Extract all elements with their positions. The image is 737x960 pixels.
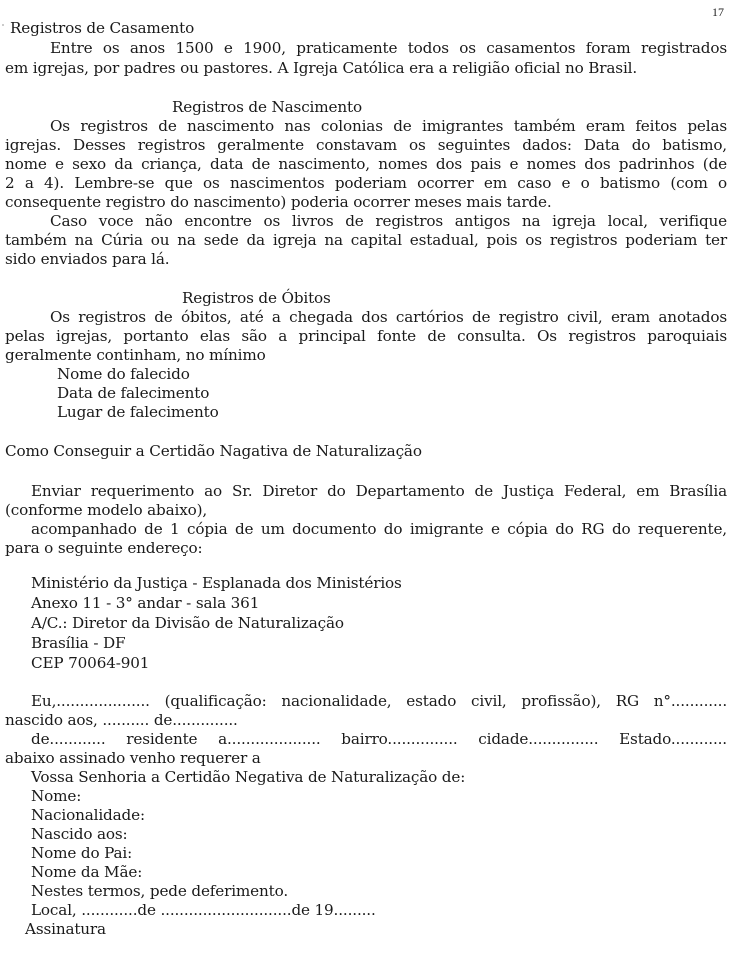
list-item: Nome do falecido <box>57 365 190 383</box>
form-line: nascido aos, .......... de.............. <box>5 711 238 729</box>
form-field-nacionalidade: Nacionalidade: <box>31 806 145 824</box>
section-title-nascimento: Registros de Nascimento <box>172 98 362 116</box>
paragraph-line: Enviar requerimento ao Sr. Diretor do Departamento de Justiça Federal, em Brasília <box>31 482 727 500</box>
signature-label: Assinatura <box>25 920 106 938</box>
page-number: 17 <box>712 5 724 19</box>
local-date-line: Local, ............de ............................de 19......... <box>31 901 376 919</box>
form-field-nome: Nome: <box>31 787 82 805</box>
paragraph-line: para o seguinte endereço: <box>5 539 203 557</box>
section-title-obitos: Registros de Óbitos <box>182 289 331 307</box>
list-item: Data de falecimento <box>57 384 210 402</box>
paragraph-line: 2 a 4). Lembre-se que os nascimentos poderiam ocorrer em caso e o batismo (com o <box>5 174 727 192</box>
address-line: Anexo 11 - 3° andar - sala 361 <box>31 594 260 612</box>
form-field-mae: Nome da Mãe: <box>31 863 143 881</box>
form-field-pai: Nome do Pai: <box>31 844 133 862</box>
form-line: Vossa Senhoria a Certidão Negativa de Naturalização de: <box>31 768 466 786</box>
paragraph-line: igrejas. Desses registros geralmente constavam os seguintes dados: Data do batismo, <box>5 136 727 154</box>
form-field-nascido: Nascido aos: <box>31 825 128 843</box>
address-line: Brasília - DF <box>31 634 126 652</box>
address-line: CEP 70064-901 <box>31 654 150 672</box>
paragraph-line: Os registros de óbitos, até a chegada dos cartórios de registro civil, eram anotados <box>50 308 727 326</box>
form-line: abaixo assinado venho requerer a <box>5 749 261 767</box>
scan-speck <box>2 24 4 26</box>
section-title-casamento: Registros de Casamento <box>10 19 195 37</box>
paragraph-line: acompanhado de 1 cópia de um documento do imigrante e cópia do RG do requerente, <box>31 520 727 538</box>
paragraph-line: geralmente continham, no mínimo <box>5 346 266 364</box>
paragraph-line: Caso voce não encontre os livros de registros antigos na igreja local, verifique <box>50 212 727 230</box>
address-line: Ministério da Justiça - Esplanada dos Ministérios <box>31 574 402 592</box>
paragraph-line: sido enviados para lá. <box>5 250 170 268</box>
section-title-certidao: Como Conseguir a Certidão Nagativa de Naturalização <box>5 442 422 460</box>
form-line: Eu,.................... (qualificação: nacionalidade, estado civil, profissão), RG n°............ <box>31 692 727 710</box>
list-item: Lugar de falecimento <box>57 403 219 421</box>
paragraph-line: pelas igrejas, portanto elas são a principal fonte de consulta. Os registros paroquiais <box>5 327 727 345</box>
paragraph-line: Entre os anos 1500 e 1900, praticamente todos os casamentos foram registrados <box>50 39 727 57</box>
paragraph-line: nome e sexo da criança, data de nascimento, nomes dos pais e nomes dos padrinhos (de <box>5 155 727 173</box>
paragraph-line: (conforme modelo abaixo), <box>5 501 208 519</box>
closing-line: Nestes termos, pede deferimento. <box>31 882 288 900</box>
form-line: de............ residente a.................... bairro............... cidade............... Estado............ <box>31 730 727 748</box>
paragraph-line: Os registros de nascimento nas colonias de imigrantes também eram feitos pelas <box>50 117 727 135</box>
address-line: A/C.: Diretor da Divisão de Naturalização <box>31 614 344 632</box>
paragraph-line: em igrejas, por padres ou pastores. A Igreja Católica era a religião oficial no Brasil. <box>5 59 638 77</box>
paragraph-line: consequente registro do nascimento) poderia ocorrer meses mais tarde. <box>5 193 552 211</box>
paragraph-line: também na Cúria ou na sede da igreja na capital estadual, pois os registros poderiam ter <box>5 231 727 249</box>
